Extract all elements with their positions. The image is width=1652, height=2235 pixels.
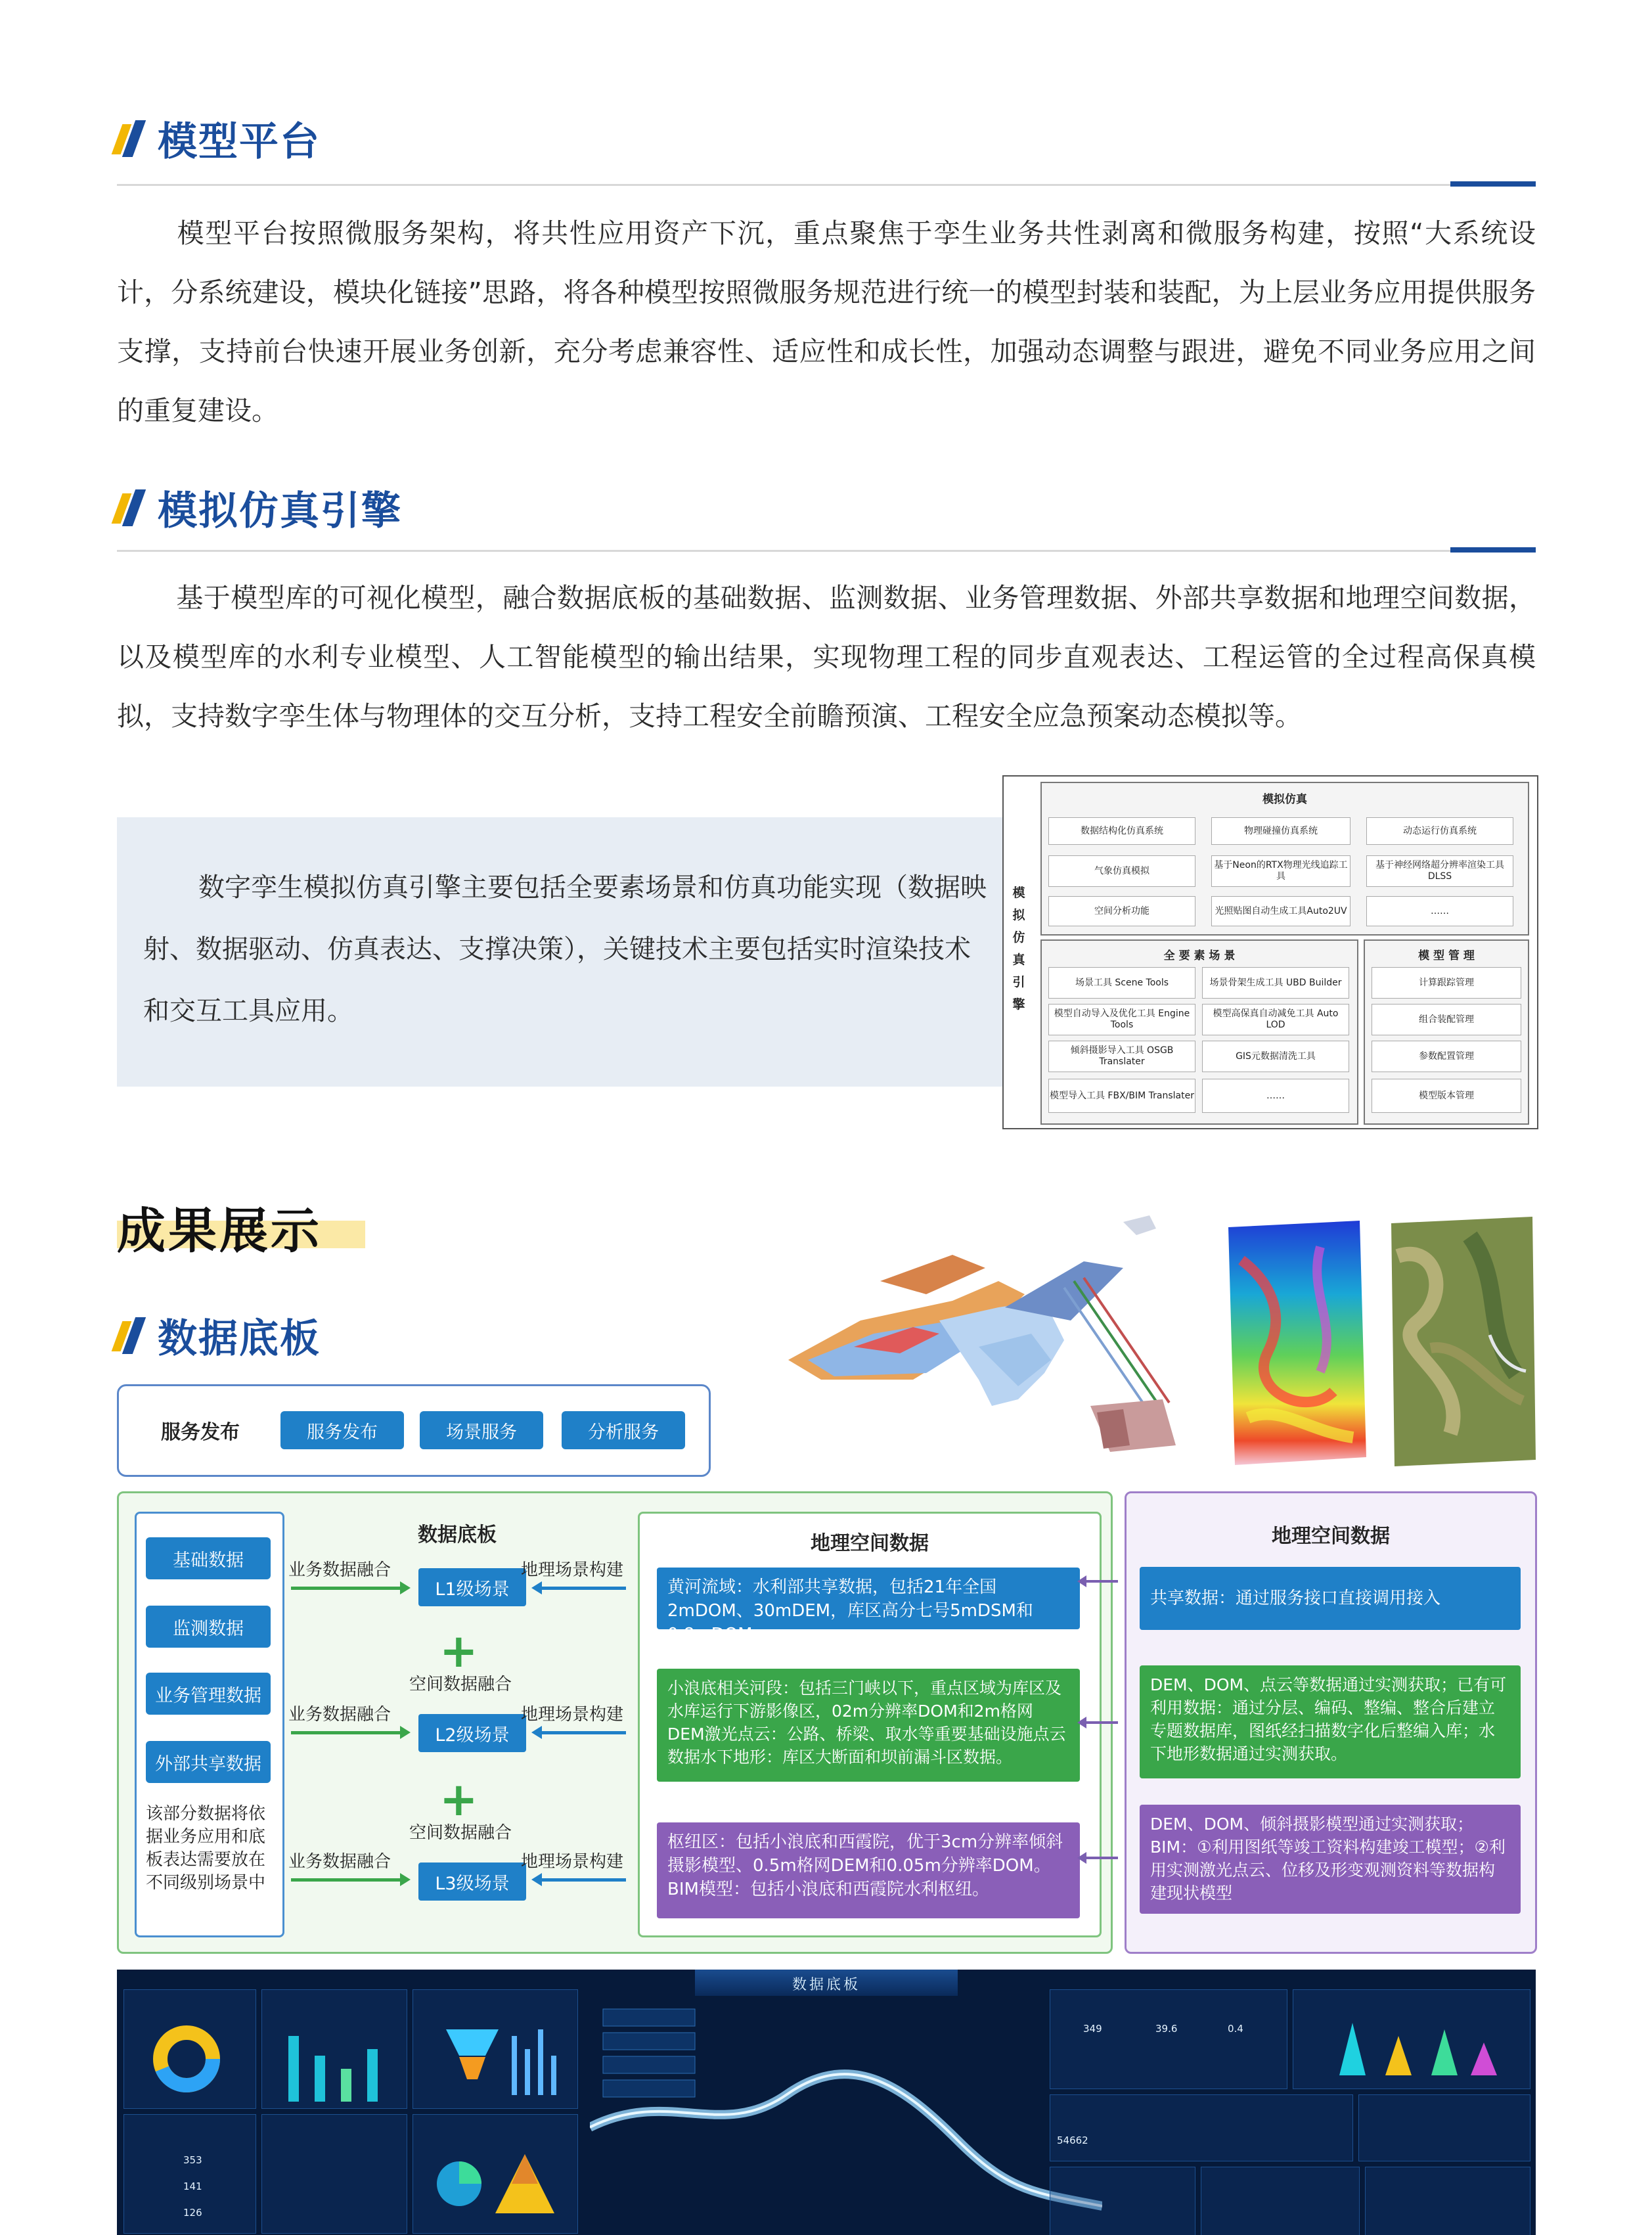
diagram-cell: 计算跟踪管理 bbox=[1372, 967, 1521, 999]
service-publish-box bbox=[117, 1384, 711, 1477]
section-header-sim-engine bbox=[117, 480, 402, 536]
results-title: 成果展示 bbox=[117, 1203, 322, 1259]
l2-scene-box: L2级场景 bbox=[418, 1714, 526, 1752]
paragraph-model-platform: 模型平台按照微服务架构，将共性应用资产下沉，重点聚焦于孪生业务共性剥离和微服务构建，按照“大系统设计，分系统建设，模块化链接”思路，将各种模型按照微服务规范进行统一的模型封装和装配，为上层业务应用提供服务支撑，支持前台快速开展业务创新，充分考虑兼容性、适应性和成长性，加强动态调整与跟进，避免不同业务应用之间的重复建设。 bbox=[117, 217, 1536, 426]
business-fusion-label: 业务数据融合 bbox=[288, 1560, 391, 1580]
section-divider bbox=[117, 550, 1536, 552]
river-map-image bbox=[590, 1996, 1102, 2232]
diagram-cell: 倾斜摄影导入工具 OSGB Translater bbox=[1048, 1041, 1195, 1072]
sim-panel-simulation bbox=[1040, 782, 1529, 936]
dem-elevation-map-image bbox=[1228, 1221, 1366, 1465]
stat-value: 0.4 bbox=[1228, 2023, 1243, 2035]
plus-icon: + bbox=[439, 1772, 478, 1826]
sim-engine-summary-box bbox=[117, 817, 1004, 1087]
dashboard-panel bbox=[1050, 1989, 1287, 2089]
geo-scene-build-label: 地理场景构建 bbox=[521, 1852, 624, 1872]
dashboard-panel bbox=[261, 2114, 407, 2234]
triangle-chart-icon bbox=[1313, 2010, 1510, 2082]
diagram-cell: 数据结构化仿真系统 bbox=[1048, 817, 1195, 845]
purple-card-survey: DEM、DOM、点云等数据通过实测获取；已有可利用数据：通过分层、编码、整编、整合后建立专题数据库，图纸经扫描数字化后整编入库；水下地形数据通过实测获取。 bbox=[1140, 1665, 1521, 1778]
geo-card-xiaolangdi-reach: 小浪底相关河段：包括三门峡以下，重点区域为库区及水库运行下游影像区，02m分辨率DOM和2m格网DEM激光点云：公路、桥梁、取水等重要基础设施点云数据水下地形：库区大断面和坝前漏斗区数据。 bbox=[657, 1669, 1080, 1782]
section-header-model-platform bbox=[117, 110, 321, 167]
data-board-diagram bbox=[117, 1491, 1113, 1954]
data-board-center-title: 数据底板 bbox=[418, 1524, 497, 1546]
dashboard-panel bbox=[1050, 2167, 1195, 2235]
panel-title: 模 型 管 理 bbox=[1418, 949, 1475, 962]
section-marker-icon bbox=[117, 1317, 146, 1354]
bar-chart-icon bbox=[275, 2029, 393, 2102]
dashboard-panel bbox=[1365, 2167, 1530, 2235]
geo-card-yellow-river: 黄河流域：水利部共享数据，包括21年全国2mDOM、30mDEM，库区高分七号5mDSM和0.8mDOM bbox=[657, 1568, 1080, 1629]
diagram-cell: 模型高保真自动减免工具 Auto LOD bbox=[1202, 1004, 1349, 1035]
business-fusion-label: 业务数据融合 bbox=[288, 1852, 391, 1872]
sim-engine-diagram bbox=[1002, 775, 1538, 1129]
section-marker-icon bbox=[117, 489, 146, 526]
donut-chart-icon bbox=[150, 2023, 223, 2095]
fusion-arrow-icon bbox=[291, 1587, 401, 1590]
dashboard-panel bbox=[413, 2114, 578, 2234]
link-arrow-icon bbox=[1085, 1857, 1118, 1859]
data-source-note: 该部分数据将依据业务应用和底板表达需要放在不同级别场景中 bbox=[146, 1804, 266, 1893]
dashboard-screenshot bbox=[117, 1970, 1536, 2235]
diagram-cell: 气象仿真模拟 bbox=[1048, 855, 1195, 887]
business-fusion-label: 业务数据融合 bbox=[288, 1705, 391, 1725]
diagram-cell: 光照贴图自动生成工具Auto2UV bbox=[1211, 896, 1351, 926]
link-arrow-icon bbox=[1085, 1580, 1118, 1583]
geo-panel-title: 地理空间数据 bbox=[811, 1532, 929, 1555]
dashboard-panel bbox=[1358, 2094, 1530, 2161]
dashboard-panel bbox=[261, 1989, 407, 2109]
spatial-fusion-label: 空间数据融合 bbox=[409, 1675, 512, 1694]
diagram-cell: 物理碰撞仿真系统 bbox=[1211, 817, 1351, 845]
fusion-arrow-icon bbox=[291, 1731, 401, 1734]
geo-spatial-data-panel bbox=[638, 1512, 1102, 1937]
dam-3d-model-image bbox=[782, 1209, 1189, 1472]
purple-panel-title: 地理空间数据 bbox=[1272, 1525, 1390, 1548]
sim-panel-scene bbox=[1040, 939, 1358, 1125]
section-marker-icon bbox=[117, 120, 146, 157]
geo-card-hub-area: 枢纽区：包括小浪底和西霞院，优于3cm分辨率倾斜摄影模型、0.5m格网DEM和0.05m分辨率DOM。 BIM模型：包括小浪底和西霞院水利枢纽。 bbox=[657, 1822, 1080, 1918]
stat-value: 126 bbox=[183, 2207, 202, 2219]
diagram-cell: 场景骨架生成工具 UBD Builder bbox=[1202, 967, 1349, 999]
business-data-item: 业务管理数据 bbox=[146, 1673, 271, 1715]
diagram-cell: …… bbox=[1366, 896, 1513, 926]
stat-value: 39.6 bbox=[1155, 2023, 1178, 2035]
diagram-cell: 模型自动导入及优化工具 Engine Tools bbox=[1048, 1004, 1195, 1035]
dashboard-panel bbox=[123, 2114, 256, 2234]
diagram-cell: 参数配置管理 bbox=[1372, 1041, 1521, 1072]
data-source-column bbox=[135, 1512, 284, 1937]
diagram-cell: 模型导入工具 FBX/BIM Translater bbox=[1048, 1079, 1195, 1113]
external-data-item: 外部共享数据 bbox=[146, 1741, 271, 1783]
diagram-cell: 空间分析功能 bbox=[1048, 896, 1195, 926]
fusion-arrow-icon bbox=[291, 1878, 401, 1882]
funnel-chart-icon bbox=[426, 2016, 564, 2102]
section-header-data-board bbox=[117, 1307, 321, 1364]
service-publish-button[interactable]: 服务发布 bbox=[280, 1411, 404, 1449]
link-arrow-icon bbox=[1085, 1721, 1118, 1724]
spatial-fusion-label: 空间数据融合 bbox=[409, 1823, 512, 1843]
basic-data-item: 基础数据 bbox=[146, 1537, 271, 1579]
diagram-cell: …… bbox=[1202, 1079, 1349, 1113]
section-title: 模型平台 bbox=[158, 119, 321, 165]
section-title: 数据底板 bbox=[158, 1316, 321, 1362]
l3-scene-box: L3级场景 bbox=[418, 1863, 526, 1901]
diagram-cell: GIS元数据清洗工具 bbox=[1202, 1041, 1349, 1072]
geo-scene-build-label: 地理场景构建 bbox=[521, 1560, 624, 1580]
build-arrow-icon bbox=[541, 1587, 626, 1590]
l1-scene-box: L1级场景 bbox=[418, 1568, 526, 1606]
panel-title: 模拟仿真 bbox=[1262, 793, 1307, 806]
purple-card-shared: 共享数据：通过服务接口直接调用接入 bbox=[1140, 1567, 1521, 1630]
dashboard-panel bbox=[123, 1989, 256, 2109]
dashboard-panel bbox=[1201, 2167, 1360, 2235]
dashboard-panel bbox=[1050, 2094, 1353, 2161]
sim-panel-model-mgmt bbox=[1364, 939, 1529, 1125]
service-label: 服务发布 bbox=[161, 1421, 240, 1444]
diagram-cell: 动态运行仿真系统 bbox=[1366, 817, 1513, 845]
scene-service-button[interactable]: 场景服务 bbox=[420, 1411, 543, 1449]
diagram-cell: 基于神经网络超分辨率渲染工具DLSS bbox=[1366, 855, 1513, 887]
diagram-side-label: 模 拟 仿 真 引 擎 bbox=[1012, 886, 1025, 1012]
stat-value: 353 bbox=[183, 2154, 202, 2166]
stat-value: 54662 bbox=[1057, 2134, 1088, 2146]
dashboard-title: 数据底板 bbox=[792, 1977, 860, 1993]
paragraph-sim-engine: 基于模型库的可视化模型，融合数据底板的基础数据、监测数据、业务管理数据、外部共享数据和地理空间数据，以及模型库的水利专业模型、人工智能模型的输出结果，实现物理工程的同步直观表达、工程运管的全过程高保真模拟，支持数字孪生体与物理体的交互分析，支持工程安全前瞻预演、工程安全应急预案动态模拟等。 bbox=[117, 582, 1536, 732]
panel-title: 全 要 素 场 景 bbox=[1163, 949, 1236, 962]
plus-icon: + bbox=[439, 1624, 478, 1678]
diagram-cell: 场景工具 Scene Tools bbox=[1048, 967, 1195, 999]
section-divider bbox=[117, 184, 1536, 186]
satellite-image bbox=[1391, 1217, 1536, 1466]
diagram-cell: 基于Neon的RTX物理光线追踪工具 bbox=[1211, 855, 1351, 887]
geo-scene-build-label: 地理场景构建 bbox=[521, 1705, 624, 1725]
dashboard-panel bbox=[413, 1989, 578, 2109]
section-title: 模拟仿真引擎 bbox=[158, 488, 402, 534]
analysis-service-button[interactable]: 分析服务 bbox=[562, 1411, 685, 1449]
stat-value: 141 bbox=[183, 2180, 202, 2192]
monitoring-data-item: 监测数据 bbox=[146, 1606, 271, 1648]
diagram-cell: 模型版本管理 bbox=[1372, 1079, 1521, 1113]
diagram-cell: 组合装配管理 bbox=[1372, 1004, 1521, 1035]
sim-engine-summary-text: 数字孪生模拟仿真引擎主要包括全要素场景和仿真功能实现（数据映射、数据驱动、仿真表达、支撑决策），关键技术主要包括实时渲染技术和交互工具应用。 bbox=[143, 872, 987, 1026]
dashboard-panel bbox=[1293, 1989, 1530, 2089]
pie-pyramid-icon bbox=[433, 2148, 558, 2220]
geo-data-acquisition-panel bbox=[1125, 1491, 1537, 1954]
build-arrow-icon bbox=[541, 1731, 626, 1734]
build-arrow-icon bbox=[541, 1878, 626, 1882]
purple-card-bim: DEM、DOM、倾斜摄影模型通过实测获取；BIM：①利用图纸等竣工资料构建竣工模型；②利用实测激光点云、位移及形变观测资料等数据构建现状模型 bbox=[1140, 1805, 1521, 1914]
stat-value: 349 bbox=[1083, 2023, 1102, 2035]
